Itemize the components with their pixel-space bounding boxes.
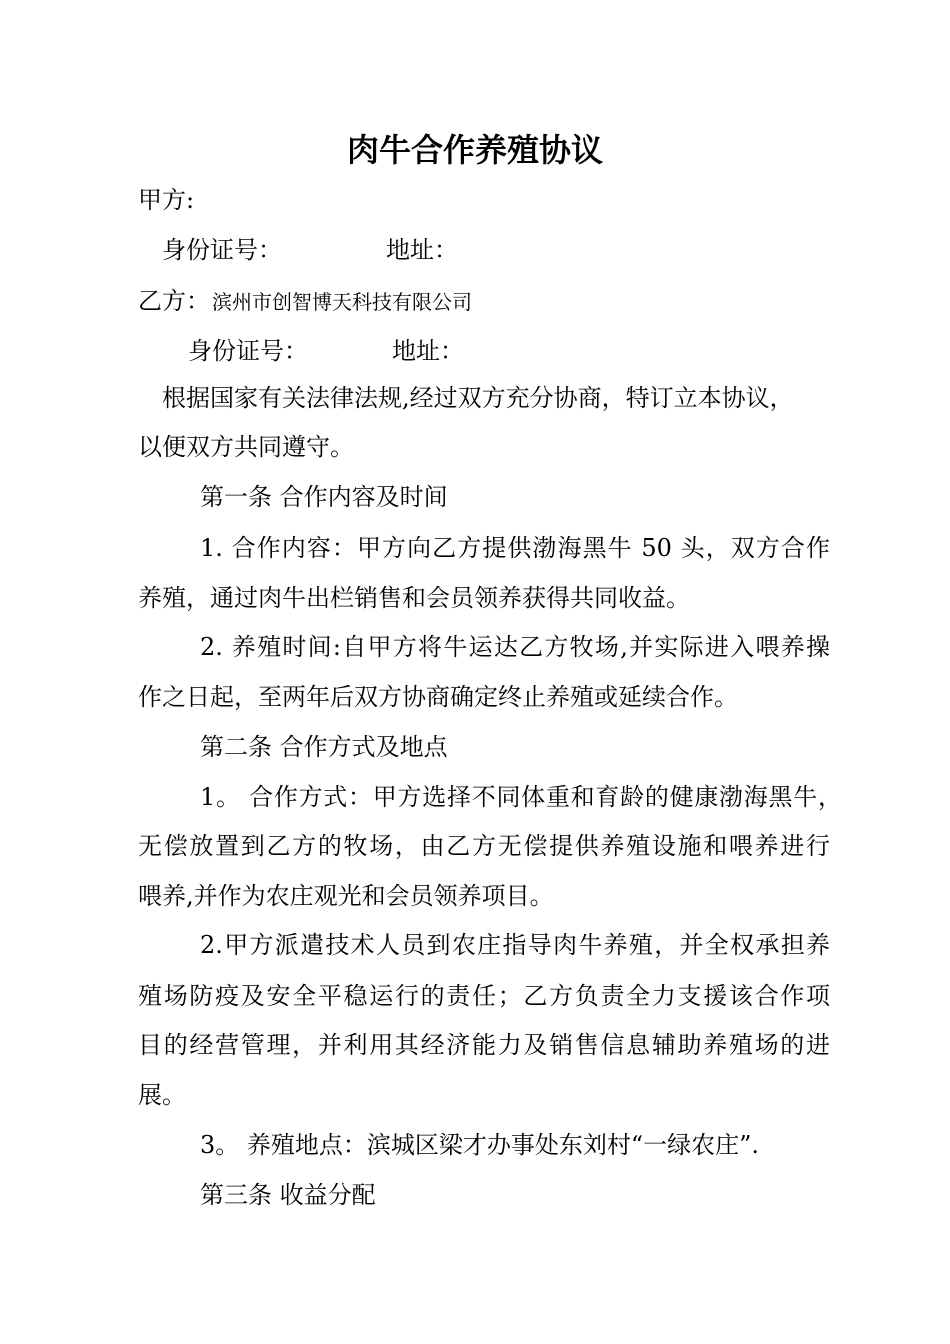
article-3-heading: 第三条 收益分配 — [200, 1181, 376, 1209]
party-b-label: 乙方： — [138, 287, 210, 315]
preamble-line: 根据国家有关法律法规,经过双方充分协商，特订立本协议， — [162, 384, 794, 412]
party-b-address-label: 地址： — [392, 337, 464, 365]
article-2-item-2-line: 目的经营管理，并利用其经济能力及销售信息辅助养殖场的进 — [138, 1031, 830, 1059]
article-2-item-2-line: 2.甲方派遣技术人员到农庄指导肉牛养殖，并全权承担养 — [200, 931, 830, 959]
party-b-id-label: 身份证号： — [188, 337, 308, 365]
article-1-item-1-line: 1. 合作内容：甲方向乙方提供渤海黑牛 50 头，双方合作 — [200, 534, 830, 562]
article-1-item-2-line: 2. 养殖时间:自甲方将牛运达乙方牧场,并实际进入喂养操 — [200, 633, 830, 661]
article-1-item-1-line: 养殖，通过肉牛出栏销售和会员领养获得共同收益。 — [138, 584, 690, 612]
article-1-heading: 第一条 合作内容及时间 — [200, 483, 448, 511]
article-1-item-2-line: 作之日起，至两年后双方协商确定终止养殖或延续合作。 — [138, 683, 738, 711]
article-2-item-2-line: 展。 — [138, 1081, 186, 1109]
preamble-line: 以便双方共同遵守。 — [138, 433, 354, 461]
article-2-item-3-line: 3。 养殖地点：滨城区梁才办事处东刘村“一绿农庄”. — [200, 1131, 760, 1159]
article-2-item-1-line: 喂养,并作为农庄观光和会员领养项目。 — [138, 882, 554, 910]
party-a-address-label: 地址： — [386, 236, 458, 264]
document-title: 肉牛合作养殖协议 — [346, 131, 603, 169]
party-a-id-label: 身份证号： — [162, 236, 282, 264]
article-2-item-1-line: 1。 合作方式：甲方选择不同体重和育龄的健康渤海黑牛， — [200, 783, 842, 811]
party-a-label: 甲方: — [138, 186, 195, 214]
article-2-item-2-line: 殖场防疫及安全平稳运行的责任；乙方负责全力支援该合作项 — [138, 982, 830, 1010]
party-b-name: 滨州市创智博天科技有限公司 — [212, 290, 472, 314]
article-2-heading: 第二条 合作方式及地点 — [200, 733, 448, 761]
article-2-item-1-line: 无偿放置到乙方的牧场，由乙方无偿提供养殖设施和喂养进行 — [138, 832, 830, 860]
